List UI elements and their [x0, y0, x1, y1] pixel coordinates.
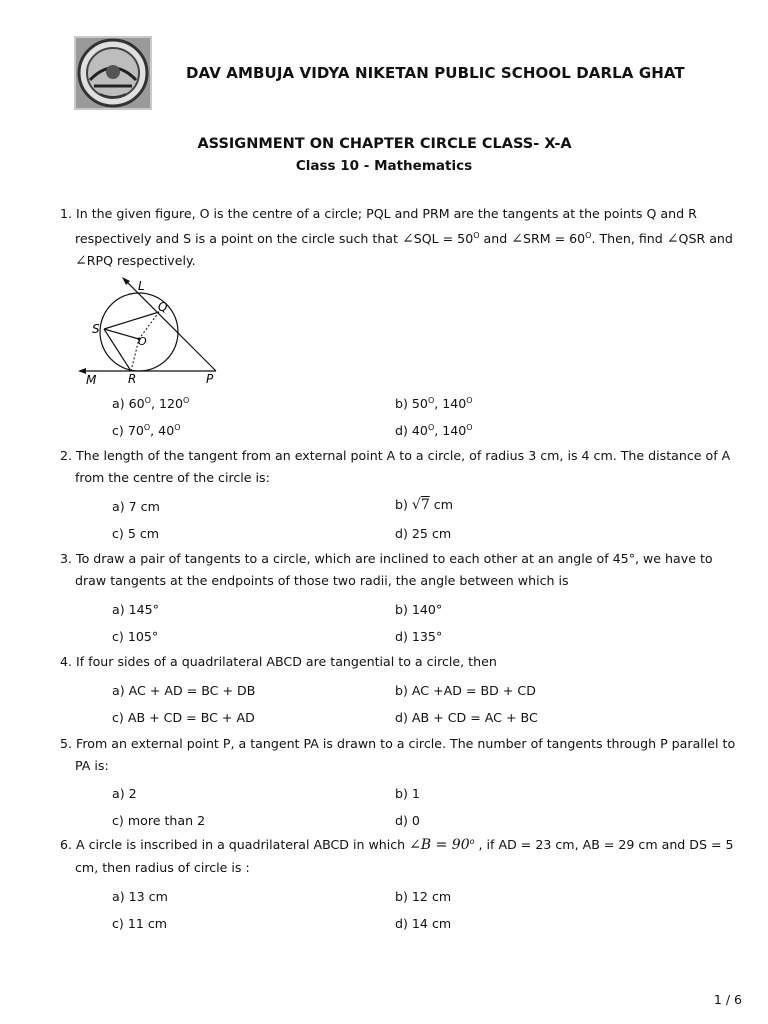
question-5-option-b: b) 1 — [395, 786, 420, 801]
question-1-line-2: respectively and S is a point on the circle such that ∠SQL = $50^O$ and ∠SRM = $60^O$. Then, find ∠QSR and — [75, 231, 733, 248]
question-5-line-1: 5. From an external point P, a tangent PA is drawn to a circle. The number of tangents through P parallel to — [60, 736, 736, 751]
figure-label-r: R — [128, 372, 137, 386]
question-4-option-c: c) AB + CD = BC + AD — [112, 710, 255, 725]
question-4-line-1: 4. If four sides of a quadrilateral ABCD are tangential to a circle, then — [60, 654, 497, 669]
question-5-option-d: d) 0 — [395, 813, 420, 828]
figure-label-m: M — [86, 373, 97, 387]
question-2-line-2: from the centre of the circle is: — [75, 470, 270, 485]
question-5-line-2: PA is: — [75, 758, 109, 773]
question-2-option-b: b) √7 cm — [395, 497, 453, 513]
question-3-option-a: a) 145° — [112, 602, 159, 617]
question-1-option-d: d) $40^O$, $140^O$ — [395, 423, 473, 439]
figure-label-o: O — [138, 335, 147, 348]
question-6-option-a: a) 13 cm — [112, 889, 168, 904]
question-6-option-d: d) 14 cm — [395, 916, 452, 931]
question-1-option-c: c) $70^O$, $40^O$ — [112, 423, 181, 439]
question-3-option-c: c) 105° — [112, 629, 159, 644]
question-6-line-2: cm, then radius of circle is : — [75, 860, 250, 875]
question-1-option-a: a) $60^O$, $120^O$ — [112, 396, 190, 412]
question-5-option-c: c) more than 2 — [112, 813, 206, 828]
question-2-option-d: d) 25 cm — [395, 526, 452, 541]
school-name: DAV AMBUJA VIDYA NIKETAN PUBLIC SCHOOL DARLA GHAT — [186, 64, 685, 82]
question-3-option-b: b) 140° — [395, 602, 443, 617]
question-1-option-b: b) $50^O$, $140^O$ — [395, 396, 473, 412]
page-number: 1 / 6 — [713, 992, 742, 1007]
question-4-option-d: d) AB + CD = AC + BC — [395, 710, 538, 725]
question-3-line-1: 3. To draw a pair of tangents to a circle, which are inclined to each other at an angle of 45°, we have to — [60, 551, 713, 566]
figure-label-l: L — [138, 279, 145, 293]
school-logo — [74, 36, 152, 110]
question-5-option-a: a) 2 — [112, 786, 137, 801]
question-6-line-1: 6. A circle is inscribed in a quadrilateral ABCD in which ∠B = $90^o$ , if AD = 23 cm, AB = 29 cm and DS = 5 — [60, 837, 734, 854]
question-6-option-b: b) 12 cm — [395, 889, 452, 904]
figure-label-p: P — [206, 372, 214, 386]
question-4-option-a: a) AC + AD = BC + DB — [112, 683, 256, 698]
figure-label-s: S — [92, 322, 100, 336]
question-3-option-d: d) 135° — [395, 629, 443, 644]
question-4-option-b: b) AC +AD = BD + CD — [395, 683, 536, 698]
question-2-option-c: c) 5 cm — [112, 526, 160, 541]
figure-label-q: Q — [158, 300, 168, 314]
question-1-line-3: ∠RPQ respectively. — [75, 253, 196, 269]
question-3-line-2: draw tangents at the endpoints of those two radii, the angle between which is — [75, 573, 569, 588]
circle-tangent-figure — [74, 276, 224, 388]
assignment-title: ASSIGNMENT ON CHAPTER CIRCLE CLASS- X-A — [197, 136, 572, 152]
question-1-line-1: 1. In the given figure, O is the centre of a circle; PQL and PRM are the tangents at the points Q and R — [60, 206, 697, 221]
question-6-option-c: c) 11 cm — [112, 916, 168, 931]
subject-title: Class 10 - Mathematics — [295, 158, 473, 174]
question-2-option-a: a) 7 cm — [112, 499, 160, 514]
question-2-line-1: 2. The length of the tangent from an external point A to a circle, of radius 3 cm, is 4 cm. The distance of A — [60, 448, 731, 463]
